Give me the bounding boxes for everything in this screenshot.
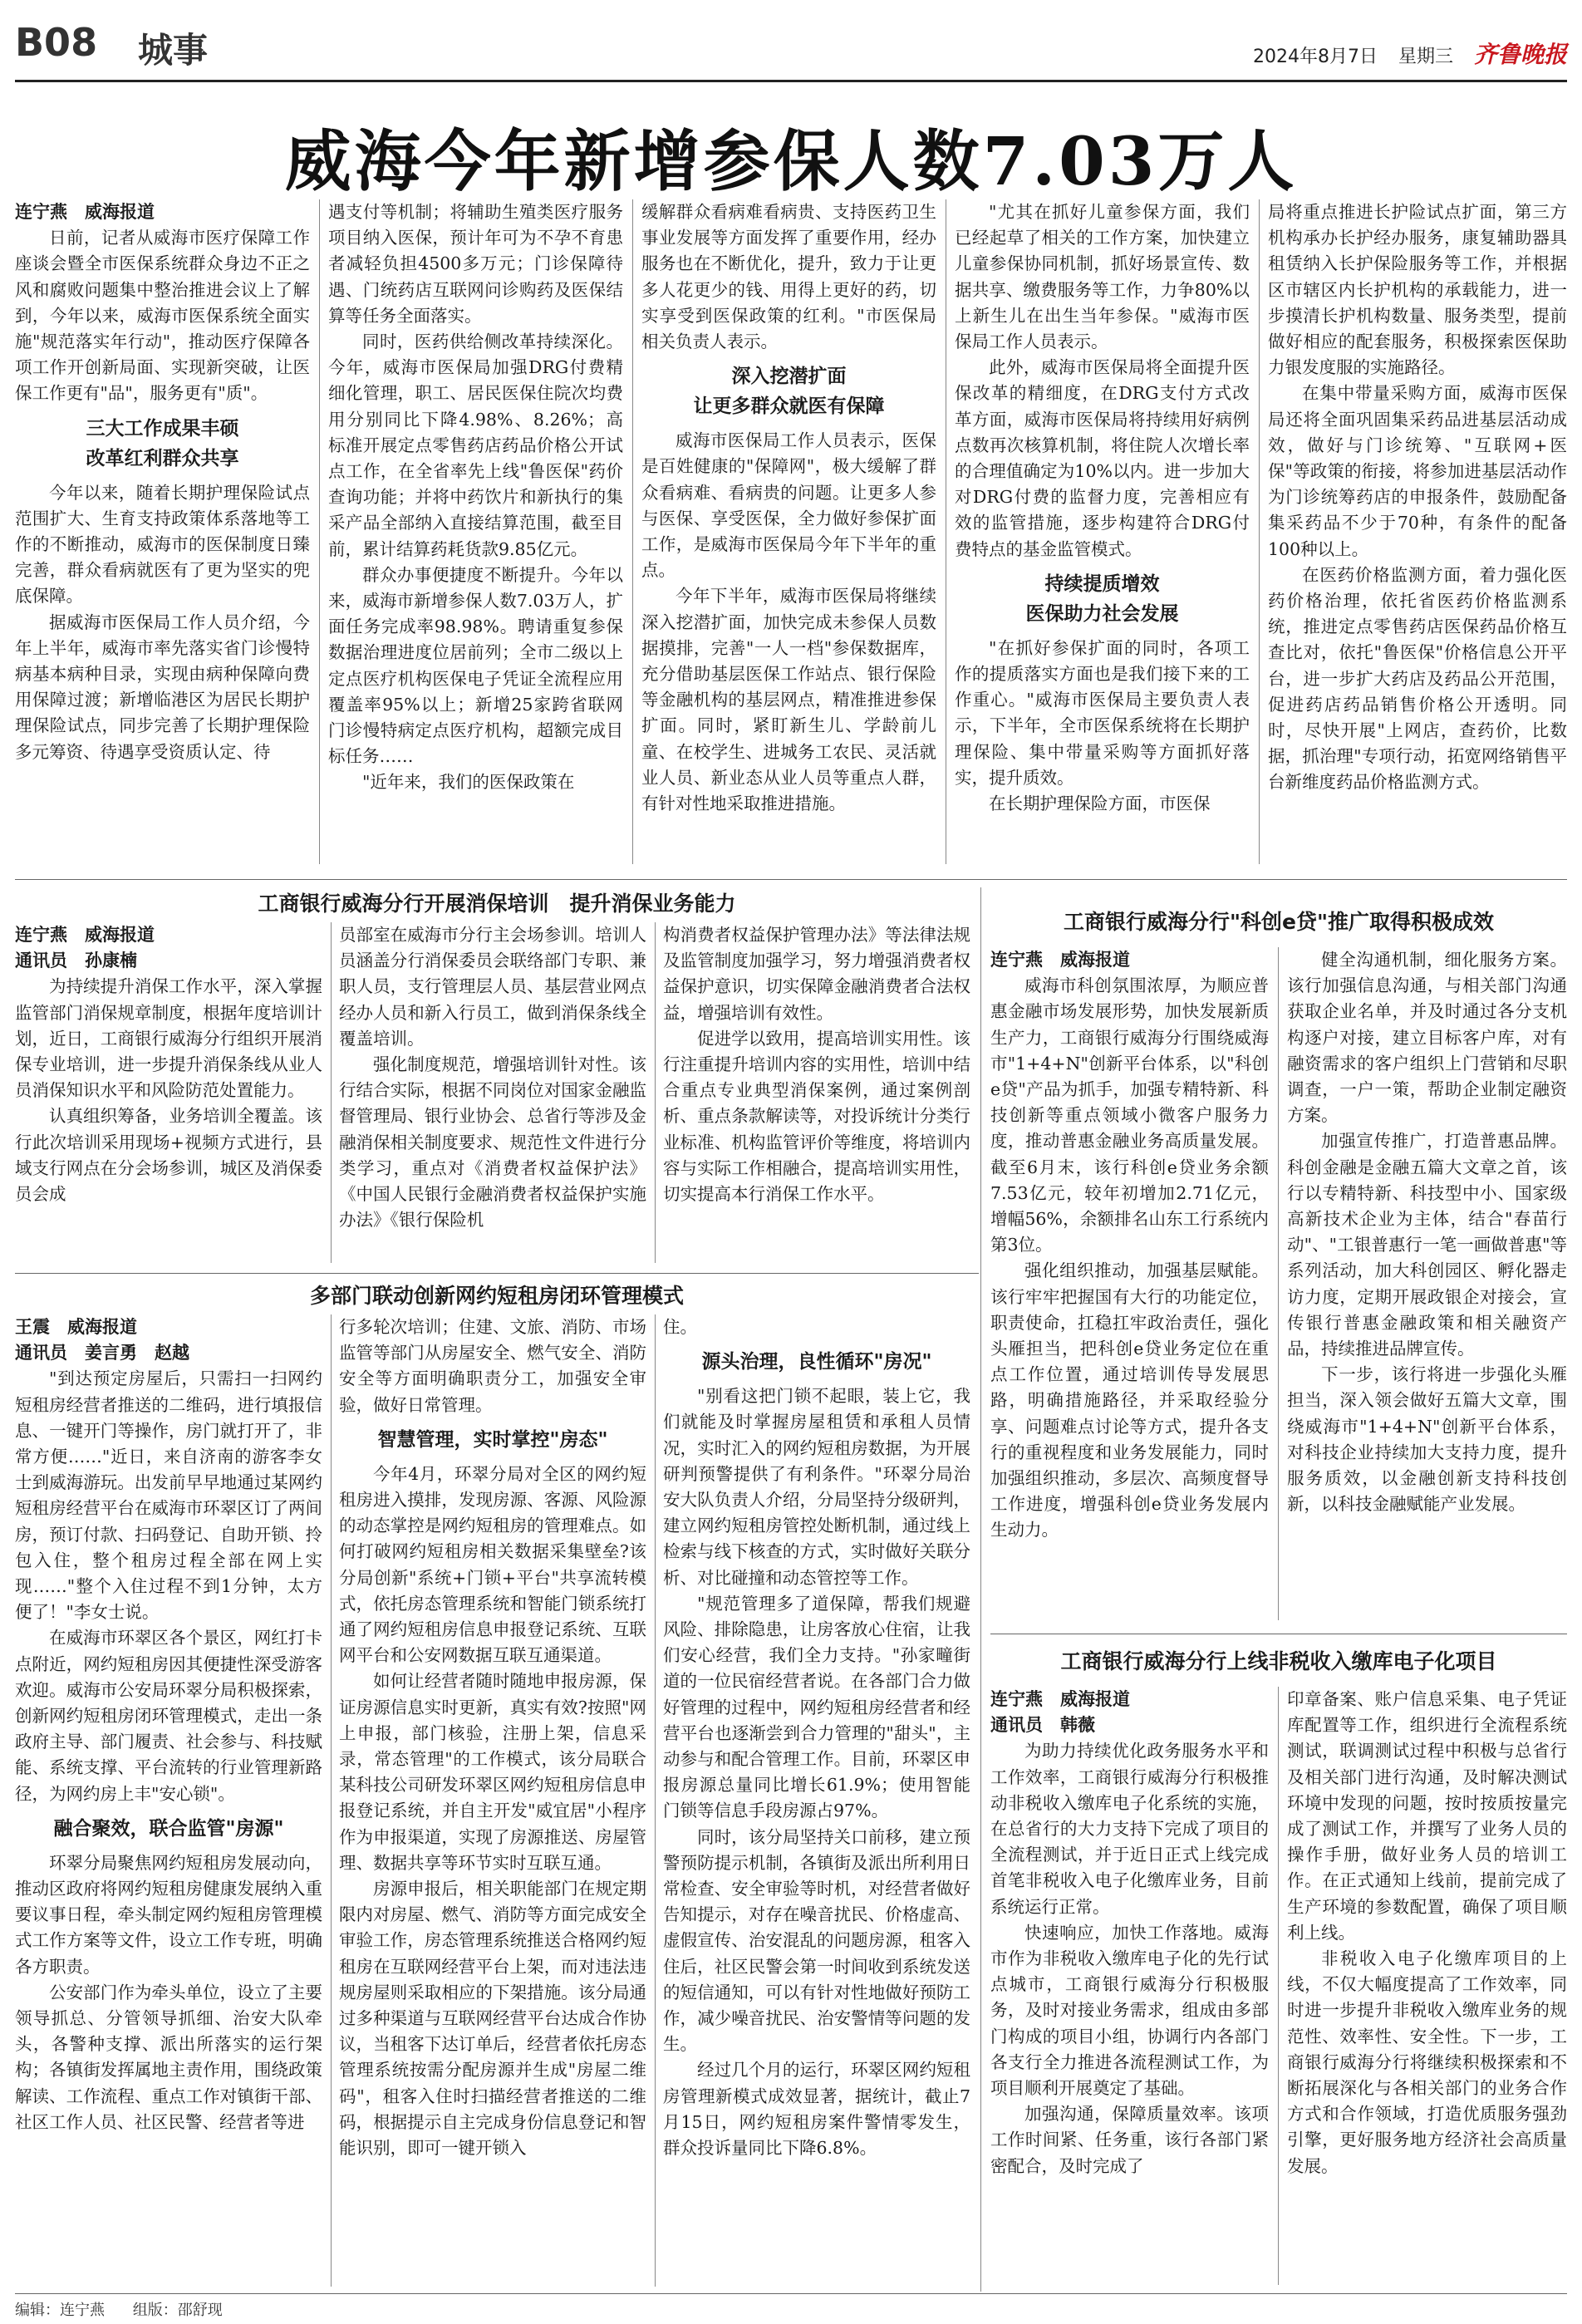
rental-col-1 bbox=[15, 1314, 322, 2291]
main-subheading: 深入挖潜扩面 让更多群众就医有保障 bbox=[693, 365, 885, 418]
kechuang-col-2 bbox=[1287, 947, 1567, 1629]
kechuang-paragraph: 健全沟通机制，细化服务方案。该行加强信息沟通，与相关部门沟通获取企业名单，并及时通过各分支机构逐户对接，建立目标客户库，对有融资需求的客户组织上门营销和尽职调查，一户一策，帮助企业制定融资方案。 bbox=[1287, 950, 1567, 1126]
rental-col-3 bbox=[663, 1314, 970, 2291]
training-col-1 bbox=[15, 922, 322, 1267]
main-paragraph: "尤其在抓好儿童参保方面，我们已经起草了相关的工作方案，加快建立儿童参保协同机制，抓好场景宣传、数据共享、缴费服务等工作，力争80%以上新生儿在出生当年参保。"威海市医保局工作人员表示。 bbox=[955, 202, 1250, 352]
main-col-1 bbox=[15, 199, 310, 872]
article-title-kechuang: 工商银行威海分行"科创e贷"推广取得积极成效 bbox=[1063, 910, 1494, 934]
main-paragraph: 群众办事便捷度不断提升。今年以来，威海市新增参保人数7.03万人，扩面任务完成率98.98%。聘请重复参保数据治理进度位居前列；全市二级以上定点医疗机构医保电子凭证全流程应用覆盖率95%以上；新增25家跨省联网门诊慢特病定点医疗机构，超额完成目标任务…… bbox=[328, 564, 623, 767]
masthead bbox=[15, 15, 1567, 73]
rental-byline: 通讯员 姜言勇 赵越 bbox=[15, 1343, 189, 1363]
page-code: B08 bbox=[15, 20, 98, 65]
main-paragraph: 在医药价格监测方面，着力强化医药价格治理，依托省医药价格监测系统，推进定点零售药店医保药品价格互查比对，依托"鲁医保"价格信息公开平台，进一步扩大药店及药品公开范围，促进药店药品销售价格公开透明。同时，尽快开展"上网店，查药价，比数据，抓治理"专项行动，拓宽网络销售平台新维度药品价格监测方式。 bbox=[1268, 564, 1567, 793]
training-paragraph: 为持续提升消保工作水平，深入掌握监管部门消保规章制度，根据年度培训计划，近日，工商银行威海分行组织开展消保专业培训，进一步提升消保条线从业人员消保知识水平和风险防范处置能力。 bbox=[15, 976, 322, 1101]
issue-weekday: 星期三 bbox=[1398, 47, 1453, 67]
rental-paragraph: 住。 bbox=[663, 1317, 697, 1337]
tax-byline: 连宁燕 威海报道 bbox=[990, 1689, 1130, 1709]
main-subheading: 三大工作成果丰硕 改革红利群众共享 bbox=[86, 416, 239, 469]
tax-paragraph: 快速响应，加快工作落地。威海市作为非税收入缴库电子化的先行试点城市，工商银行威海分行积极服务，及时对接业务需求，组成由多部门构成的项目小组，协调行内各部门各支行全力推进各流程测试工作，为项目顺利开展奠定了基础。 bbox=[990, 1922, 1269, 2099]
main-paragraph: 威海市医保局工作人员表示，医保是百姓健康的"保障网"，极大缓解了群众看病难、看病贵的问题。让更多人参与医保、享受医保，全力做好参保扩面工作，是威海市医保局今年下半年的重点。 bbox=[641, 430, 936, 581]
tax-paragraph: 非税收入电子化缴库项目的上线，不仅大幅度提高了工作效率，同时进一步提升非税收入缴库业务的规范性、效率性、安全性。下一步，工商银行威海分行将继续积极探索和不断拓展深化与各相关部门的业务合作方式和合作领域，打造优质服务强劲引擎，更好服务地方经济社会高质量发展。 bbox=[1287, 1948, 1567, 2176]
editor-credit: 编辑：连宁燕 bbox=[15, 2302, 105, 2319]
column-divider bbox=[331, 1314, 332, 2287]
footer bbox=[15, 2298, 246, 2320]
article-title-tax: 工商银行威海分行上线非税收入缴库电子化项目 bbox=[1060, 1649, 1497, 1673]
main-paragraph: 遇支付等机制；将辅助生殖类医疗服务项目纳入医保，预计年可为不孕不育患者减轻负担4500多万元；门诊保障待遇、门统药店互联网问诊购药及医保结算等任务全面落实。 bbox=[328, 202, 623, 326]
training-paragraph: 促进学以致用，提高培训实用性。该行注重提升培训内容的实用性，培训中结合重点专业典型消保案例，通过案例剖析、重点条款解读等，对投诉统计分类行业标准、机构监管评价等维度，将培训内容与实际工作相融合，提高培训实用性，切实提高本行消保工作水平。 bbox=[663, 1028, 970, 1205]
layout-credit: 组版：邵舒现 bbox=[132, 2302, 223, 2319]
column-divider bbox=[319, 199, 320, 864]
main-headline: 威海今年新增参保人数7.03万人 bbox=[284, 122, 1298, 200]
rental-paragraph: 经过几个月的运行，环翠区网约短租房管理新模式成效显著，据统计，截止7月15日，网约短租房案件警情零发生，群众投诉量同比下降6.8%。 bbox=[663, 2060, 970, 2159]
rental-subheading: 源头治理，良性循环"房况" bbox=[701, 1350, 932, 1373]
main-paragraph: "在抓好参保扩面的同时，各项工作的提质落实方面也是我们接下来的工作重心。"威海市医保局主要负责人表示，下半年，全市医保系统将在长期护理保险、集中带量采购等方面抓好落实，提升质效。 bbox=[955, 637, 1250, 788]
main-col-2 bbox=[328, 199, 623, 872]
rental-paragraph: 今年4月，环翠分局对全区的网约短租房进入摸排，发现房源、客源、风险源的动态掌控是网约短租房的管理难点。如何打破网约短租房相关数据采集壁垒?该分局创新"系统+门锁+平台"共享流转模式，依托房态管理系统和智能门锁系统打通了网约短租房信息申报登记系统、互联网平台和公安网数据互联互通渠道。 bbox=[339, 1463, 646, 1666]
tax-paragraph: 加强沟通，保障质量效率。该项工作时间紧、任务重，该行各部门紧密配合，及时完成了 bbox=[990, 2104, 1269, 2176]
training-paragraph: 员部室在威海市分行主会场参训。培训人员涵盖分行消保委员会联络部门专职、兼职人员，支行管理层人员、基层营业网点经办人员和新入行员工，做到消保条线全覆盖培训。 bbox=[339, 925, 646, 1049]
training-col-2 bbox=[339, 922, 646, 1267]
rental-subheading: 融合聚效，联合监管"房源" bbox=[53, 1816, 284, 1840]
kechuang-col-1 bbox=[990, 947, 1269, 1629]
main-paragraph: 缓解群众看病难看病贵、支持医药卫生事业发展等方面发挥了重要作用，经办服务也在不断优化，提升，致力于让更多人花更少的钱、用得上更好的药，切实享受到医保政策的红利。"市医保局相关负责人表示。 bbox=[641, 202, 936, 352]
rental-paragraph: "到达预定房屋后，只需扫一扫网约短租房经营者推送的二维码，进行填报信息、一键开门等操作，房门就打开了，非常方便……"近日，来自济南的游客李女士到威海游玩。出发前早早地通过某网约短租房经营平台在威海市环翠区订了两间房，预订付款、扫码登记、自助开锁、拎包入住，整个租房过程全部在网上实现……"整个入住过程不到1分钟，太方便了！"李女士说。 bbox=[15, 1368, 322, 1623]
training-col-3 bbox=[663, 922, 970, 1267]
main-col-5 bbox=[1268, 199, 1567, 872]
main-paragraph: 今年以来，随着长期护理保险试点范围扩大、生育支持政策体系落地等工作的不断推动，威海市的医保制度日臻完善，群众看病就医有了更为坚实的兜底保障。 bbox=[15, 482, 310, 607]
rental-paragraph: 如何让经营者随时随地申报房源，保证房源信息实时更新，真实有效?按照"网上申报，部门核验，注册上架，信息采录，常态管理"的工作模式，该分局联合某科技公司研发环翠区网约短租房信息申报登记系统，并自主开发"威宜居"小程序作为申报渠道，实现了房源推送、房屋管理、数据共享等环节实时互联互通。 bbox=[339, 1671, 646, 1873]
main-paragraph: "近年来，我们的医保政策在 bbox=[362, 772, 575, 793]
article-title-training: 工商银行威海分行开展消保培训 提升消保业务能力 bbox=[258, 892, 736, 916]
main-paragraph: 据威海市医保局工作人员介绍，今年上半年，威海市率先落实省门诊慢特病基本病种目录，实现由病种保障向费用保障过渡；新增临港区为居民长期护理保险试点，同步完善了长期护理保险多元筹资、待遇享受资质认定、待 bbox=[15, 612, 310, 762]
main-paragraph: 局将重点推进长护险试点扩面，第三方机构承办长护经办服务，康复辅助器具租赁纳入长护保险服务等工作，并根据区市辖区内长护机构的承载能力，进一步摸清长护机构数量、服务类型，提前做好相应的配套服务，积极探索医保助力银发度服的实施路径。 bbox=[1268, 202, 1567, 378]
kechuang-paragraph: 威海市科创氛围浓厚，为顺应普惠金融市场发展形势，加快发展新质生产力，工商银行威海分行围绕威海市"1+4+N"创新平台体系，以"科创e贷"产品为抓手，加强专精特新、科技创新等重点领域小微客户服务力度，推动普惠金融业务高质量发展。截至6月末，该行科创e贷业务余额7.53亿元，较年初增加2.71亿元，增幅56%，余额排名山东工行系统内第3位。 bbox=[990, 975, 1269, 1255]
training-paragraph: 强化制度规范，增强培训针对性。该行结合实际，根据不同岗位对国家金融监督管理局、银行业协会、总省行等涉及金融消保相关制度要求、规范性文件进行分类学习，重点对《消费者权益保护法》《中国人民银行金融消费者权益保护实施办法》《银行保险机 bbox=[339, 1054, 646, 1231]
rental-paragraph: 行多轮次培训；住建、文旅、消防、市场监管等部门从房屋安全、燃气安全、消防安全等方面明确职责分工，加强安全审验，做好日常管理。 bbox=[339, 1317, 646, 1415]
section-name: 城事 bbox=[138, 30, 209, 71]
footer-rule bbox=[15, 2293, 1567, 2294]
paper-logo: 齐鲁晚报 bbox=[1473, 41, 1567, 68]
rental-paragraph: 同时，该分局坚持关口前移，建立预警预防提示机制，各镇街及派出所利用日常检查、安全审验等时机，对经营者做好告知提示，对存在噪音扰民、价格虚高、虚假宣传、治安混乱的问题房源，租客入住后，社区民警会第一时间收到系统发送的短信通知，可以有针对性地做好预防工作，减少噪音扰民、治安警情等问题的发生。 bbox=[663, 1826, 970, 2055]
training-byline: 连宁燕 威海报道 bbox=[15, 925, 155, 945]
rental-paragraph: 环翠分局聚焦网约短租房发展动向，推动区政府将网约短租房健康发展纳入重要议事日程，牵头制定网约短租房管理模式工作方案等文件，设立工作专班，明确各方职责。 bbox=[15, 1852, 322, 1977]
column-divider bbox=[1278, 1687, 1279, 2285]
tax-col-2 bbox=[1287, 1687, 1567, 2291]
main-paragraph: 在长期护理保险方面，市医保 bbox=[989, 794, 1211, 814]
rental-paragraph: "别看这把门锁不起眼，装上它，我们就能及时掌握房屋租赁和承租人员情况，实时汇入的网约短租房数据，为开展研判预警提供了有利条件。"环翠分局治安大队负责人介绍，分局坚持分级研判，建立网约短租房管控处断机制，通过线上检索与线下核查的方式，实时做好关联分析、对比碰撞和动态管控等工作。 bbox=[663, 1386, 970, 1588]
main-paragraph: 今年下半年，威海市医保局将继续深入挖潜扩面，加快完成未参保人员数据摸排，完善"一人一档"参保数据库，充分借助基层医保工作站点、银行保险等金融机构的基层网点，精准推进参保扩面。同时，紧盯新生儿、学龄前儿童、在校学生、进城务工农民、灵活就业人员、新业态从业人员等重点人群，有针对性地采取推进措施。 bbox=[641, 586, 936, 814]
training-paragraph: 认真组织筹备，业务培训全覆盖。该行此次培训采用现场+视频方式进行，县域支行网点在分会场参训，城区及消保委员会成 bbox=[15, 1106, 322, 1205]
column-divider bbox=[980, 887, 981, 2292]
section-divider bbox=[15, 1273, 979, 1274]
kechuang-byline: 连宁燕 威海报道 bbox=[990, 950, 1130, 970]
tax-col-1 bbox=[990, 1687, 1269, 2291]
rental-col-2 bbox=[339, 1314, 646, 2291]
masthead-rule bbox=[15, 80, 1567, 82]
kechuang-paragraph: 强化组织推动，加强基层赋能。该行牢牢把握国有大行的功能定位，职责使命，扛稳扛牢政治责任，强化头雁担当，把科创e贷业务定位在重点工作位置，通过培训传导发展思路，明确措施路径，并采取经验分享、问题难点讨论等方式，提升各支行的重视程度和业务发展能力，同时加强组织推动，多层次、高频度督导工作进度，增强科创e贷业务发展内生动力。 bbox=[990, 1260, 1269, 1540]
section-divider bbox=[15, 879, 1567, 880]
rental-paragraph: 公安部门作为牵头单位，设立了主要领导抓总、分管领导抓细、治安大队牵头，各警种支撑、派出所落实的运行架构；各镇街发挥属地主责作用，围绕政策解读、工作流程、重点工作对镇街干部、社区工作人员、社区民警、经营者等进 bbox=[15, 1982, 322, 2132]
training-byline: 通讯员 孙康楠 bbox=[15, 951, 137, 971]
column-divider bbox=[1259, 199, 1260, 864]
tax-byline: 通讯员 韩薇 bbox=[990, 1715, 1095, 1736]
main-byline: 连宁燕 威海报道 bbox=[15, 202, 155, 222]
main-paragraph: 在集中带量采购方面，威海市医保局还将全面巩固集采药品进基层活动成效，做好与门诊统筹、"互联网+医保"等政策的衔接，将参加进基层活动作为门诊统筹药店的申报条件，鼓励配备集采药品不少于70种，有条件的配备100种以上。 bbox=[1268, 383, 1567, 559]
dateline bbox=[1238, 37, 1567, 70]
rental-paragraph: 房源申报后，相关职能部门在规定期限内对房屋、燃气、消防等方面完成安全审验工作，房态管理系统推送合格网约短租房在互联网经营平台上架，而对违法违规房屋则采取相应的下架措施。该分局通过多种渠道与互联网经营平台达成合作协议，当租客下达订单后，经营者依托房态管理系统按需分配房源并生成"房屋二维码"，租客入住时扫描经营者推送的二维码，根据提示自主完成身份信息登记和智能识别，即可一键开锁入 bbox=[339, 1879, 646, 2159]
main-paragraph: 同时，医药供给侧改革持续深化。今年，威海市医保局加强DRG付费精细化管理，职工、居民医保住院次均费用分别同比下降4.98%、8.26%；高标准开展定点零售药店药品价格公开试点工作，在全省率先上线"鲁医保"药价查询功能；并将中药饮片和新执行的集采产品全部纳入直接结算范围，截至目前，累计结算药耗货款9.85亿元。 bbox=[328, 332, 623, 559]
kechuang-paragraph: 加强宣传推广，打造普惠品牌。科创金融是金融五篇大文章之首，该行以专精特新、科技型中小、国家级高新技术企业为主体，结合"春苗行动"、"工银普惠行一笔一画做普惠"等系列活动，加大科创园区、孵化器走访力度，定期开展政银企对接会，宣传银行普惠金融政策和相关融资产品，持续推进品牌宣传。 bbox=[1287, 1131, 1567, 1359]
rental-paragraph: 在威海市环翠区各个景区，网红打卡点附近，网约短租房因其便捷性深受游客欢迎。威海市公安局环翠分局积极探索，创新网约短租房闭环管理模式，走出一条政府主导、部门履责、社会参与、科技赋能、系统支撑、平台流转的行业管理新路径，为网约房上丰"安心锁"。 bbox=[15, 1628, 322, 1804]
article-title-rental: 多部门联动创新网约短租房闭环管理模式 bbox=[309, 1284, 684, 1308]
tax-paragraph: 为助力持续优化政务服务水平和工作效率，工商银行威海分行积极推动非税收入缴库电子化系统的实施，在总省行的大力支持下完成了项目的全流程测试，并于近日正式上线完成首笔非税收入电子化缴库业务，目前系统运行正常。 bbox=[990, 1741, 1269, 1917]
rental-subheading: 智慧管理，实时掌控"房态" bbox=[377, 1427, 608, 1451]
issue-date: 2024年8月7日 bbox=[1252, 47, 1378, 67]
rental-paragraph: "规范管理多了道保障，帮我们规避风险、排除隐患，让房客放心住宿，让我们安心经营，我们全力支持。"孙家疃街道的一位民宿经营者说。在各部门合力做好管理的过程中，网约短租房经营者和经营平台也逐渐尝到合力管理的"甜头"，主动参与和配合管理工作。目前，环翠区申报房源总量同比增长61.9%；使用智能门锁等信息手段房源占97%。 bbox=[663, 1593, 970, 1821]
main-col-3 bbox=[641, 199, 936, 872]
training-paragraph: 构消费者权益保护管理办法》等法律法规及监管制度加强学习，努力增强消费者权益保护意识，切实保障金融消费者合法权益，增强培训有效性。 bbox=[663, 925, 970, 1023]
main-subheading: 持续提质增效 医保助力社会发展 bbox=[1025, 572, 1179, 625]
main-paragraph: 此外，威海市医保局将全面提升医保改革的精细度，在DRG支付方式改革方面，威海市医保局将持续用好病例点数再次核算机制，将住院人次增长率的合理值确定为10%以内。进一步加大对DRG付费的监督力度，完善相应有效的监管措施，逐步构建符合DRG付费特点的基金监管模式。 bbox=[955, 357, 1250, 559]
kechuang-paragraph: 下一步，该行将进一步强化头雁担当，深入领会做好五篇大文章，围绕威海市"1+4+N"创新平台体系，对科技企业持续加大支持力度，提升服务质效，以金融创新支持科技创新，以科技金融赋能产业发展。 bbox=[1287, 1364, 1567, 1515]
rental-byline: 王震 威海报道 bbox=[15, 1317, 137, 1337]
column-divider bbox=[655, 1314, 656, 2287]
tax-paragraph: 印章备案、账户信息采集、电子凭证库配置等工作，组织进行全流程系统测试，联调测试过程中积极与总省行及相关部门进行沟通，及时解决测试环境中发现的问题，按时按质按量完成了测试工作，并撰写了业务人员的操作手册，做好业务人员的培训工作。在正式通知上线前，提前完成了生产环境的参数配置，确保了项目顺利上线。 bbox=[1287, 1689, 1567, 1943]
main-paragraph: 日前，记者从威海市医疗保障工作座谈会暨全市医保系统群众身边不正之风和腐败问题集中整治推进会议上了解到，今年以来，威海市医保系统全面实施"规范落实年行动"，推动医疗保障各项工作开创新局面、实现新突破，让医保工作更有"品"，服务更有"质"。 bbox=[15, 228, 310, 404]
column-divider bbox=[655, 922, 656, 1263]
column-divider bbox=[632, 199, 633, 864]
column-divider bbox=[1278, 947, 1279, 1620]
main-col-4 bbox=[955, 199, 1250, 872]
column-divider bbox=[331, 922, 332, 1263]
